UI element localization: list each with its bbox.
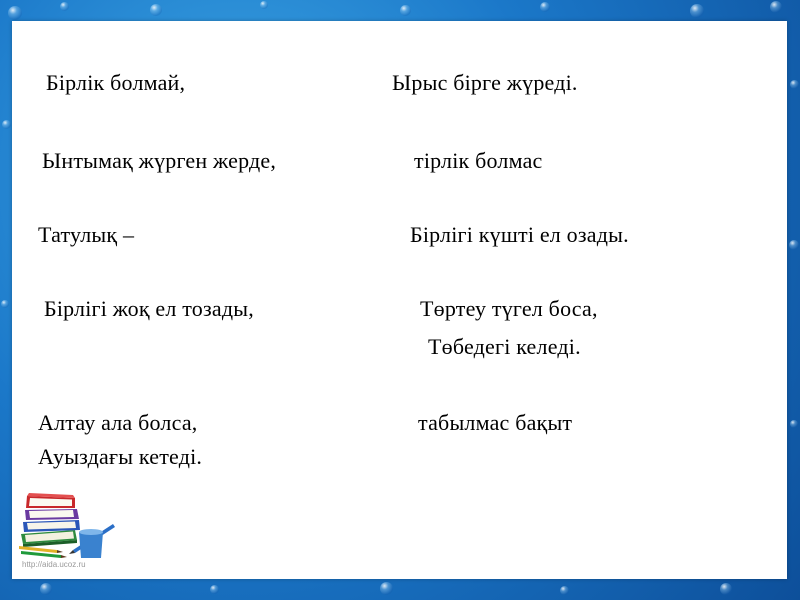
proverb-left-6: Алтау ала болса,: [38, 410, 198, 435]
proverb-right-3: Бірлігі күшті ел озады.: [410, 222, 629, 247]
watermark-text: http://aida.ucoz.ru: [22, 560, 86, 569]
proverb-left-7: Ауыздағы кетеді.: [38, 444, 203, 469]
proverb-right-2: тірлік болмас: [414, 148, 543, 173]
books-and-pencils-icon: [17, 484, 117, 564]
proverb-left-3: Татулық –: [38, 222, 135, 247]
proverb-left-4: Бірлігі жоқ ел тозады,: [44, 296, 254, 321]
proverb-right-1: Ырыс бірге жүреді.: [392, 70, 578, 95]
proverb-left-2: Ынтымақ жүрген жерде,: [42, 148, 277, 173]
proverb-right-6: табылмас бақыт: [418, 410, 573, 435]
proverb-right-4: Төртеу түгел боса,: [420, 296, 598, 321]
proverb-right-5: Төбедегі келеді.: [428, 334, 581, 359]
proverb-left-1: Бірлік болмай,: [46, 70, 186, 95]
